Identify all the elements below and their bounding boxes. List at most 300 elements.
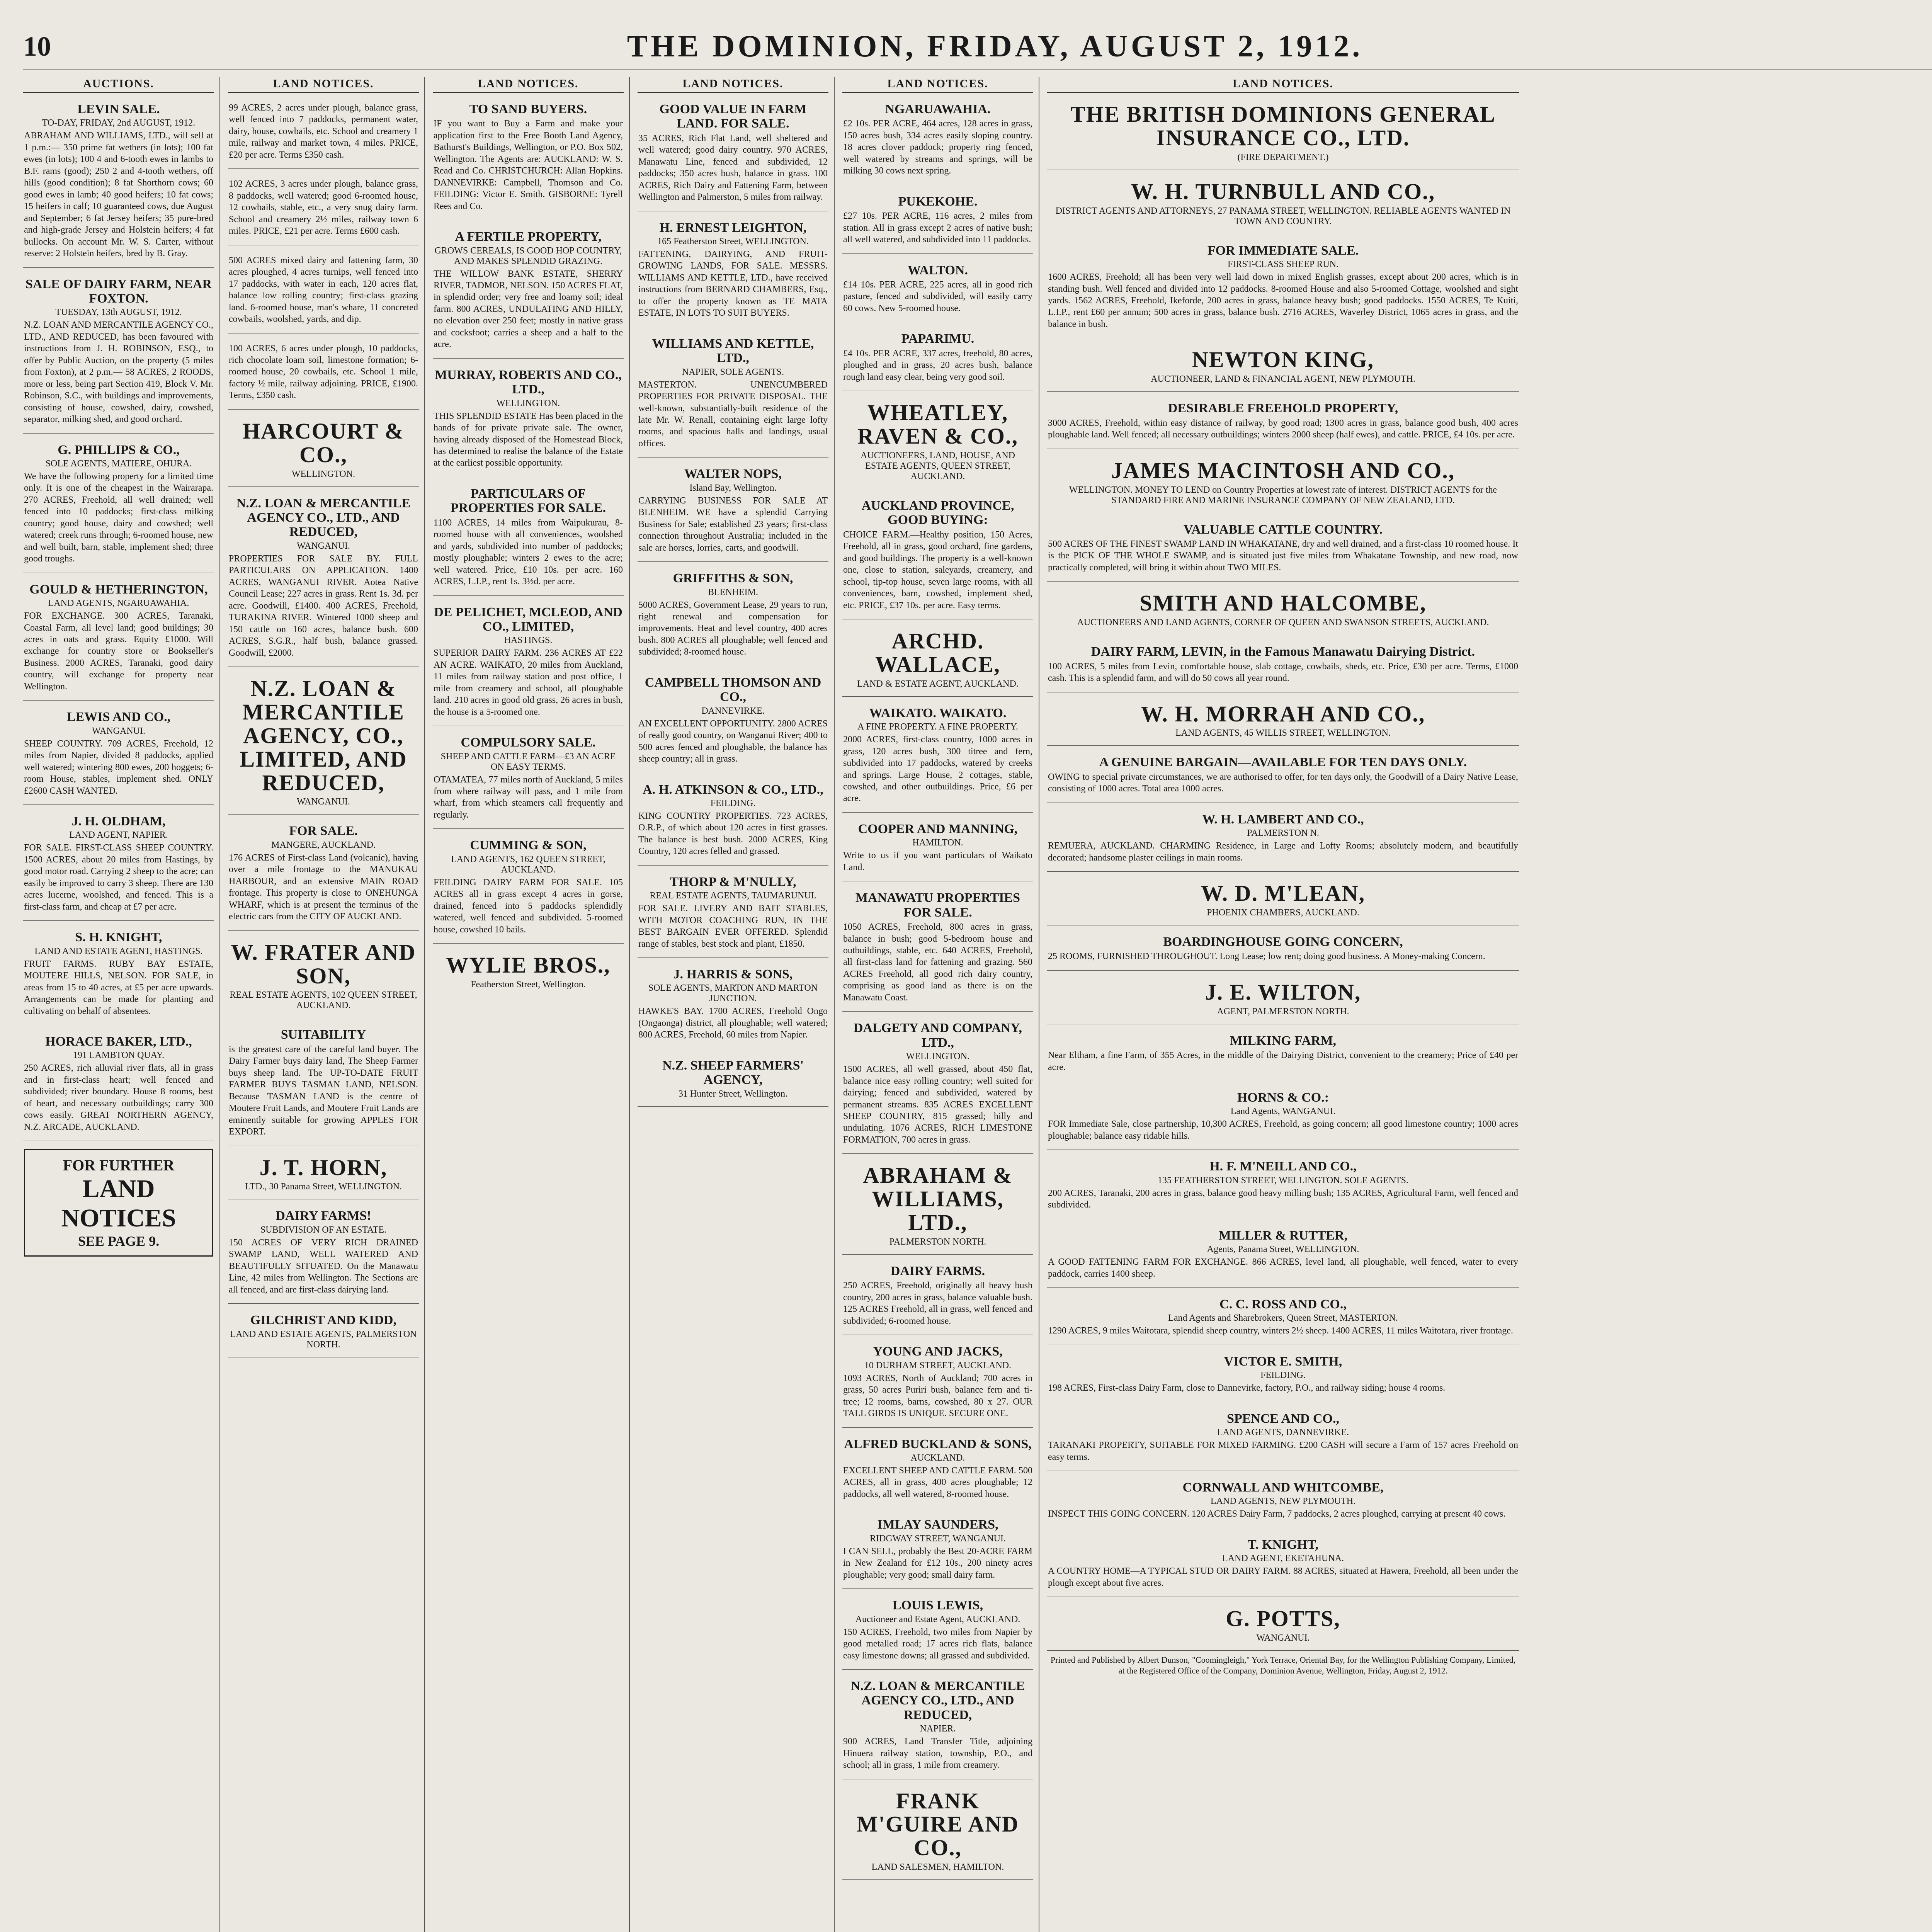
ad-heading: ABRAHAM & WILLIAMS, LTD., <box>863 1163 1013 1235</box>
page-number: 10 <box>23 31 51 62</box>
ad-subheading: 191 LAMBTON QUAY. <box>73 1050 165 1061</box>
column-header: LAND NOTICES. <box>228 77 419 93</box>
advertisement <box>1047 174 1519 234</box>
advertisement <box>433 97 624 220</box>
ad-subheading: Land Agents, WANGANUI. <box>1230 1106 1336 1117</box>
ad-heading: HORNS & CO.: <box>1237 1090 1329 1105</box>
ad-heading: COOPER AND MANNING, <box>858 821 1018 836</box>
ad-subheading: WANGANUI. <box>1256 1633 1310 1643</box>
ad-body: 500 ACRES OF THE FINEST SWAMP LAND IN WHAKATANE, dry and well drained, and a first-class 10 roomed house. It is the PICK OF THE WHOLE SWAMP, and is situated just five miles from Whakatane Township, and new road, now practically completed, will bring it within about TWO MILES. <box>1048 539 1518 573</box>
ad-body: 900 ACRES, Land Transfer Title, adjoining Hinuera railway station, township, P.O., and school; all in grass, 1 mile from creamery. <box>843 1736 1032 1770</box>
ad-heading: LEWIS AND CO., <box>66 710 171 724</box>
ad-body: 250 ACRES, rich alluvial river flats, all in grass and in first-class heart; well fenced and subdivided; river boundary. House 8 rooms, best of heart, and necessary outbuildings; carry 300 cows easily. GREAT NORTHERN AGENCY, N.Z. ARCADE, AUCKLAND. <box>24 1063 213 1132</box>
ad-heading: W. H. LAMBERT AND CO., <box>1202 812 1364 827</box>
advertisement <box>638 777 828 866</box>
ad-body: 150 ACRES OF VERY RICH DRAINED SWAMP LAND, WELL WATERED AND BEAUTIFULLY SITUATED. On the Manawatu Line, 42 miles from Wellington. The Sections are all fenced, and are first-class dairying land. <box>229 1237 418 1295</box>
advertisement <box>1047 975 1519 1024</box>
ad-subheading: LAND AND ESTATE AGENT, HASTINGS. <box>34 946 203 956</box>
ad-subheading: LAND AGENTS, 45 WILLIS STREET, WELLINGTON. <box>1175 728 1391 738</box>
ad-subheading: Featherston Street, Wellington. <box>471 980 586 990</box>
ad-subheading: WANGANUI. <box>297 541 350 551</box>
box-line: SEE PAGE 9. <box>78 1233 160 1249</box>
advertisement <box>228 818 419 930</box>
ad-heading: PUKEKOHE. <box>898 194 978 209</box>
advertisement <box>842 885 1033 1012</box>
advertisement <box>842 1783 1033 1880</box>
column-header: LAND NOTICES. <box>842 77 1033 93</box>
ad-subheading: Land Agents and Sharebrokers, Queen Street, MASTERTON. <box>1168 1313 1398 1323</box>
column-header: LAND NOTICES. <box>638 77 828 93</box>
ad-heading: LEVIN SALE. <box>77 102 160 116</box>
ad-subheading: DISTRICT AGENTS AND ATTORNEYS, 27 PANAMA STREET, WELLINGTON. RELIABLE AGENTS WANTED IN TOWN AND COUNTRY. <box>1055 206 1511 226</box>
ad-heading: CORNWALL AND WHITCOMBE, <box>1182 1480 1384 1495</box>
advertisement <box>433 600 624 726</box>
advertisement <box>1047 1601 1519 1651</box>
ad-subheading: WANGANUI. <box>92 726 145 736</box>
advertisement <box>1047 696 1519 746</box>
advertisement <box>228 249 419 333</box>
advertisement <box>638 670 828 773</box>
advertisement <box>638 962 828 1049</box>
ad-subheading: A FINE PROPERTY. A FINE PROPERTY. <box>857 722 1018 732</box>
advertisement <box>23 577 214 701</box>
ad-body: 1600 ACRES, Freehold; all has been very well laid down in mixed English grasses, except about 200 acres, which is in standing bush. Well fenced and divided into 12 paddocks. 8-roomed House and also 5-roomed Cottage, woolshed and sight yards. 1562 ACRES, Freehold, Ikeforde, 200 acres in grass, balance heavy bush; good paddocks. 1550 ACRES, Te Kuiti, L.I.P., rent £60 per annum; 500 acres in grass, balance bush. 2716 ACRES, Waverley District, 1065 acres in grass, and the balance in bush. <box>1048 272 1518 329</box>
advertisement <box>842 326 1033 391</box>
ad-subheading: LAND AGENTS, 162 QUEEN STREET, AUCKLAND. <box>451 854 605 875</box>
ad-body: THIS SPLENDID ESTATE Has been placed in the hands of for private private sale. The owner, having already disposed of the Homestead Block, has determined to realise the balance of the Estate at the earliest possible opportunity. <box>434 411 623 468</box>
advertisement <box>228 337 419 410</box>
ad-body: 3000 ACRES, Freehold, within easy distance of railway, by good road; 1300 acres in grass, balance good bush, 400 acres ploughable land. Well fenced; all necessary outbuildings; winters 2000 sheep (half ewes), and cattle. PRICE, £4 10s. per acre. <box>1048 418 1518 440</box>
ad-subheading: 165 Featherston Street, WELLINGTON. <box>657 236 809 247</box>
advertisement <box>842 1158 1033 1255</box>
advertisement <box>1047 929 1519 971</box>
box-line: LAND NOTICES <box>61 1175 176 1233</box>
ad-heading: DAIRY FARMS! <box>276 1209 371 1223</box>
ad-body: £14 10s. PER ACRE, 225 acres, all in good rich pasture, fenced and subdivided, will easily carry 60 cows. New 5-roomed house. <box>843 279 1032 313</box>
ad-subheading: AGENT, PALMERSTON NORTH. <box>1217 1006 1349 1017</box>
advertisement <box>433 362 624 477</box>
ad-body: 1500 ACRES, all well grassed, about 450 flat, balance nice easy rolling country; well suited for dairying; fenced and subdivided, watered by permanent streams. 835 ACRES EXCELLENT SHEEP COUNTRY, 815 grassed; hilly and undulating. 1076 ACRES, RICH LIMESTONE FORMATION, 700 acres in grass. <box>843 1064 1032 1145</box>
ad-subheading: SHEEP AND CATTLE FARM—£3 AN ACRE ON EASY TERMS. <box>440 751 616 772</box>
ad-subheading: LAND AND ESTATE AGENTS, PALMERSTON NORTH. <box>230 1329 417 1350</box>
advertisement <box>433 481 624 596</box>
ad-heading: MURRAY, ROBERTS AND CO., LTD., <box>435 367 622 397</box>
ad-body: 250 ACRES, Freehold, originally all heavy bush country, 200 acres in grass, balance valuable bush. 125 ACRES Freehold, all in grass, well fenced and subdivided; 6-roomed house. <box>843 1281 1032 1326</box>
ad-subheading: LAND SALESMEN, HAMILTON. <box>871 1862 1004 1872</box>
advertisement <box>433 947 624 997</box>
ad-body: 1093 ACRES, North of Auckland; 700 acres in grass, 50 acres Puriri bush, balance fern and ti-tree; 12 rooms, barns, cowshed, 80 x 27. OUR TALL GIRDS IS UNIQUE. SECURE ONE. <box>843 1373 1032 1419</box>
ad-subheading: Agents, Panama Street, WELLINGTON. <box>1207 1244 1359 1255</box>
advertisement <box>23 704 214 805</box>
advertisement <box>1047 1223 1519 1288</box>
advertisement <box>228 1308 419 1357</box>
ad-heading: GOOD VALUE IN FARM LAND. FOR SALE. <box>659 102 807 131</box>
ad-body: FEILDING DAIRY FARM FOR SALE. 105 ACRES all in grass except 4 acres in gorse, drained, fenced into 5 paddocks splendidly watered, well fenced and subdivided. 5-roomed house, cowshed 10 bails. <box>434 877 623 935</box>
advertisement <box>1047 453 1519 513</box>
ad-heading: G. PHILLIPS & CO., <box>58 442 180 457</box>
box-line: FOR FURTHER <box>63 1156 175 1174</box>
ad-heading: LOUIS LEWIS, <box>892 1598 983 1613</box>
advertisement <box>1047 807 1519 872</box>
ad-heading: THE BRITISH DOMINIONS GENERAL INSURANCE CO., LTD. <box>1070 102 1496 150</box>
column-3 <box>433 77 630 1932</box>
advertisement <box>842 1259 1033 1335</box>
advertisement <box>842 701 1033 813</box>
ad-heading: MILLER & RUTTER, <box>1218 1228 1348 1243</box>
ad-heading: BOARDINGHOUSE GOING CONCERN, <box>1163 934 1403 949</box>
ad-heading: G. POTTS, <box>1226 1606 1340 1631</box>
advertisement <box>638 97 828 211</box>
ad-body: 100 ACRES, 5 miles from Levin, comfortable house, slab cottage, cowbails, sheds, etc. Price, £30 per acre. Terms, £1000 cash. This is a splendid farm, and will do 50 cows all year round. <box>1048 661 1518 684</box>
advertisement <box>433 833 624 944</box>
ad-subheading: RIDGWAY STREET, WANGANUI. <box>870 1533 1006 1544</box>
ad-body: FOR SALE. FIRST-CLASS SHEEP COUNTRY. 1500 ACRES, about 20 miles from Hastings, by good motor road. Carrying 2 sheep to the acre; can easily be improved to carry 3 sheep. There are 130 acres lucerne, woolshed, and fenced. This is a first-class farm, and cheap at £7 per acre. <box>24 843 213 912</box>
ad-body: I CAN SELL, probably the Best 20-ACRE FARM in New Zealand for £12 10s., 200 ninety acres ploughable; very good; small dairy farm. <box>843 1546 1032 1580</box>
ad-heading: YOUNG AND JACKS, <box>873 1344 1003 1359</box>
advertisement <box>1047 1085 1519 1150</box>
advertisement <box>228 491 419 667</box>
ad-subheading: PHOENIX CHAMBERS, AUCKLAND. <box>1207 907 1359 918</box>
advertisement <box>1047 1154 1519 1219</box>
advertisement <box>842 1512 1033 1589</box>
ad-heading: DAIRY FARM, LEVIN, in the Famous Manawatu Dairying District. <box>1091 645 1475 659</box>
advertisement <box>228 1203 419 1304</box>
ad-body: 176 ACRES of First-class Land (volcanic), having over a mile frontage to the MANUKAU HARBOUR, and an extensive MAIN ROAD frontage. This property is close to ONEHUNGA WHARF, which is at present the terminus of the electric cars from the CITY OF AUCKLAND. <box>229 852 418 922</box>
advertisement <box>842 1015 1033 1154</box>
ad-heading: C. C. ROSS AND CO., <box>1219 1297 1347 1312</box>
ad-subheading: AUCKLAND. <box>910 1453 965 1463</box>
ad-body: 1100 ACRES, 14 miles from Waipukurau, 8-roomed house with all conveniences, woolshed and yards, subdivided into number of paddocks; mostly ploughable; winters 2 ewes to the acre; well watered. Price, £10 10s. per acre. 160 ACRES, L.I.P., rent 1s. 3½d. per acre. <box>434 517 623 587</box>
advertisement <box>228 1150 419 1200</box>
ad-heading: COMPULSORY SALE. <box>461 735 596 750</box>
ad-heading: SPENCE AND CO., <box>1227 1411 1339 1426</box>
ad-subheading: AUCTIONEERS, LAND, HOUSE, AND ESTATE AGENTS, QUEEN STREET, AUCKLAND. <box>861 450 1015 481</box>
ad-body: CARRYING BUSINESS FOR SALE AT BLENHEIM. WE have a splendid Carrying Business for Sale; established 23 years; first-class connection throughout Australia; included in the sale are horses, lorries, carts, and goodwill. <box>638 495 828 553</box>
ad-body: FRUIT FARMS. RUBY BAY ESTATE, MOUTERE HILLS, NELSON. FOR SALE, in areas from 15 to 40 acres, at £5 per acre upwards. Arrangements can be made for planting and cultivating on behalf of absentees. <box>24 959 213 1016</box>
ad-body: Near Eltham, a fine Farm, of 355 Acres, in the middle of the Dairying District, convenient to the creamery; Price of £40 per acre. <box>1048 1050 1518 1072</box>
ad-subheading: WELLINGTON. <box>496 398 560 408</box>
ad-body: £27 10s. PER ACRE, 116 acres, 2 miles from station. All in grass except 2 acres of native bush; all well watered, and subdivided into 11 paddocks. <box>843 211 1032 245</box>
ad-body: HAWKE'S BAY. 1700 ACRES, Freehold Ongo (Ongaonga) district, all ploughable; well watered; 800 ACRES, Freehold, 60 miles from Napier. <box>638 1006 828 1040</box>
ad-heading: J. HARRIS & SONS, <box>673 967 793 982</box>
advertisement <box>638 1053 828 1107</box>
ad-body: 99 ACRES, 2 acres under plough, balance grass, well fenced into 7 paddocks, permanent water, dairy, house, cowbails, etc. School and creamery 1 mile, railway and market town, 4 miles. PRICE, £20 per acre. Terms £350 cash. <box>229 103 418 160</box>
ad-heading: DALGETY AND COMPANY, LTD., <box>853 1021 1022 1050</box>
ad-heading: J. H. OLDHAM, <box>71 814 166 829</box>
ad-heading: TO SAND BUYERS. <box>469 102 587 116</box>
ad-subheading: NAPIER. <box>920 1724 956 1734</box>
advertisement <box>1047 1028 1519 1081</box>
ad-subheading: WELLINGTON. <box>906 1051 970 1062</box>
ad-body: REMUERA, AUCKLAND. CHARMING Residence, in Large and Lofty Rooms; absolutely modern, and beautifully decorated; handsome plaster ceilings in main rooms. <box>1048 841 1518 863</box>
ad-body: OWING to special private circumstances, we are authorised to offer, for ten days only, the Goodwill of a Dairy Native Lease, consisting of 1000 acres. Total area 1000 acres. <box>1048 772 1518 794</box>
ad-subheading: HASTINGS. <box>504 635 553 646</box>
column-5 <box>842 77 1039 1932</box>
ad-subheading: LAND AGENT, NAPIER. <box>69 830 168 840</box>
ad-body: £2 10s. PER ACRE, 464 acres, 128 acres in grass, 150 acres bush, 334 acres easily sloping country. 18 acres clover paddock; property ring fenced, well watered by streams and springs, will be milking 30 cows next spring. <box>843 119 1032 176</box>
ad-subheading: Auctioneer and Estate Agent, AUCKLAND. <box>855 1614 1020 1624</box>
ad-heading: SUITABILITY <box>281 1027 366 1042</box>
ad-body: AN EXCELLENT OPPORTUNITY. 2800 ACRES of really good country, on Wanganui River; 400 to 500 acres fenced and ploughable, the balance has sheep country; all in grass. <box>638 718 828 764</box>
ad-body: TARANAKI PROPERTY, SUITABLE FOR MIXED FARMING. £200 CASH will secure a Farm of 157 acres Freehold on easy terms. <box>1048 1440 1518 1462</box>
ad-heading: WALTER NOPS, <box>684 467 782 481</box>
ad-heading: W. D. M'LEAN, <box>1201 881 1366 906</box>
ad-subheading: PALMERSTON NORTH. <box>889 1237 986 1247</box>
advertisement <box>1047 342 1519 392</box>
advertisement <box>1047 396 1519 449</box>
ad-body: CHOICE FARM.—Healthy position, 150 Acres, Freehold, all in grass, good orchard, fine gardens, and good buildings. The property is a well-known one, close to station, saleyards, creamery, and school, tip-top house, seven large rooms, with all conveniences, barn, cowshed, implement shed, etc. PRICE, £37 10s. per acre. Easy terms. <box>843 529 1032 611</box>
ad-body: PROPERTIES FOR SALE BY. FULL PARTICULARS ON APPLICATION. 1400 ACRES, WANGANUI RIVER. Aotea Native Council Lease; 227 acres in grass. Rent 1s. 3d. per acre. Goodwill, £1400. 400 ACRES, Freehold, TURAKINA RIVER. Wintered 1000 sheep and 150 cattle on 160 acres, balance bush. 600 ACRES, S.G.R., half bush, balance grassed. Goodwill, £2000. <box>229 553 418 658</box>
ad-heading: PARTICULARS OF PROPERTIES FOR SALE. <box>450 486 606 515</box>
advertisement <box>433 224 624 359</box>
ad-body: N.Z. LOAN AND MERCANTILE AGENCY CO., LTD., AND REDUCED, has been favoured with instructions from J. H. ROBINSON, ESQ., to offer by Public Auction, on the property (5 miles from Foxton), at 2 p.m.— 58 ACRES, 2 ROODS, more or less, being part Section 419, Block V. Mr. Robinson, S.C., with buildings and improvements, consisting of house, cowshed, dairy, cowshed, separator, milking shed, and good orchard. <box>24 320 213 425</box>
masthead <box>23 23 1932 71</box>
ad-heading: N.Z. LOAN & MERCANTILE AGENCY CO., LTD., AND REDUCED, <box>850 1679 1025 1722</box>
advertisement <box>638 461 828 562</box>
ad-heading: WILLIAMS AND KETTLE, LTD., <box>652 336 814 366</box>
column-header: LAND NOTICES. <box>433 77 624 93</box>
ad-body: 500 ACRES mixed dairy and fattening farm, 30 acres ploughed, 4 acres turnips, well fenced into 17 paddocks, with water in each, 120 acres flat, balance low rolling country; first-class grazing land. 6-roomed house, man's whare, 11 concreted cowbails, woolshed, yards, and dip. <box>229 255 418 325</box>
advertisement <box>1047 517 1519 582</box>
ad-subheading: 31 Hunter Street, Wellington. <box>678 1088 788 1099</box>
ad-subheading: PALMERSTON N. <box>1247 828 1319 838</box>
ad-body: 1290 ACRES, 9 miles Waitotara, splendid sheep country, winters 2½ sheep. 1400 ACRES, 11 miles Waitotara, river frontage. <box>1048 1326 1513 1336</box>
advertisement <box>23 809 214 921</box>
column-4 <box>638 77 835 1932</box>
ad-body: ABRAHAM AND WILLIAMS, LTD., will sell at 1 p.m.:— 350 prime fat wethers (in lots); 100 fat ewes (in lots); 100 4 and 6-tooth ewes in lambs to B.F. rams (good); 250 2 and 4-tooth wethers, off hills (good condition); 8 fat Shorthorn cows; 60 good ewes in lamb; 40 good heifers; 10 fat cows; 15 heifers in calf; 10 guaranteed cows, due August and September; 6 fat Jersey heifers; 35 pure-bred and high-grade Jersey and Holstein heifers; 4 fat bullocks. On account Mr. W. S. Carter, without reserve: 2 Holstein heifers, bred by B. Gray. <box>24 131 213 259</box>
advertisement <box>1047 1349 1519 1402</box>
ad-heading: WAIKATO. WAIKATO. <box>869 706 1007 720</box>
ad-subheading: BLENHEIM. <box>708 587 758 597</box>
advertisement <box>638 566 828 666</box>
ad-subheading: GROWS CEREALS, IS GOOD HOP COUNTRY, AND MAKES SPLENDID GRAZING. <box>434 245 622 266</box>
advertisement <box>228 97 419 169</box>
advertisement <box>638 215 828 327</box>
ad-heading: WALTON. <box>908 263 968 277</box>
ad-subheading: DANNEVIRKE. <box>701 706 765 716</box>
ad-subheading: WELLINGTON. <box>291 469 355 479</box>
ad-heading: FRANK M'GUIRE AND CO., <box>857 1788 1019 1861</box>
ad-heading: W. H. MORRAH AND CO., <box>1141 701 1425 726</box>
ad-heading: AUCKLAND PROVINCE, GOOD BUYING: <box>861 498 1014 527</box>
ad-body: A COUNTRY HOME—A TYPICAL STUD OR DAIRY FARM. 88 ACRES, situated at Hawera, Freehold, all been under the plough except about five acres. <box>1048 1566 1518 1588</box>
advertisement <box>638 331 828 458</box>
column-2 <box>228 77 425 1932</box>
further-notices-box <box>24 1149 213 1257</box>
ad-body: 198 ACRES, First-class Dairy Farm, close to Dannevirke, factory, P.O., and railway siding; house 4 rooms. <box>1048 1383 1446 1393</box>
ad-subheading: TO-DAY, FRIDAY, 2nd AUGUST, 1912. <box>42 118 196 128</box>
advertisement <box>23 437 214 573</box>
ad-heading: GOULD & HETHERINGTON, <box>29 582 208 597</box>
advertisement <box>23 272 214 434</box>
ad-heading: VICTOR E. SMITH, <box>1224 1354 1342 1369</box>
ad-body: MASTERTON. UNENCUMBERED PROPERTIES FOR PRIVATE DISPOSAL. THE well-known, substantially-built residence of the late Mr. W. Renall, containing eight large lofty rooms, and spacious halls and landings, usual offices. <box>638 379 828 449</box>
ad-heading: WHEATLEY, RAVEN & CO., <box>857 400 1019 449</box>
ad-heading: HARCOURT & CO., <box>242 418 405 467</box>
ad-heading: S. H. KNIGHT, <box>75 930 162 945</box>
ad-subheading: WELLINGTON. MONEY TO LEND on Country Properties at lowest rate of interest. DISTRICT AGENTS for the STANDARD FIRE AND MARINE INSURANCE COMPANY OF NEW ZEALAND, LTD. <box>1069 485 1497 505</box>
ad-subheading: TUESDAY, 13th AUGUST, 1912. <box>55 307 182 318</box>
ad-heading: WYLIE BROS., <box>446 952 611 978</box>
ad-heading: NEWTON KING, <box>1192 347 1374 372</box>
advertisement <box>433 730 624 829</box>
ad-body: is the greatest care of the careful land buyer. The Dairy Farmer buys dairy land, The Sheep Farmer buys sheep land. The UP-TO-DATE FRUIT FARMER BUYS TASMAN LAND, NELSON. Because TASMAN LAND is the centre of Moutere Fruit Lands, and Moutere Fruit Lands are eminently suitable for growing APPLES FOR EXPORT. <box>229 1044 418 1137</box>
ad-subheading: AUCTIONEER, LAND & FINANCIAL AGENT, NEW PLYMOUTH. <box>1151 374 1415 384</box>
ad-body: 200 ACRES, Taranaki, 200 acres in grass, balance good heavy milling bush; 135 ACRES, Agricultural Farm, well fenced and subdivided. <box>1048 1188 1518 1210</box>
advertisement <box>1047 1475 1519 1528</box>
ad-body: SHEEP COUNTRY. 709 ACRES, Freehold, 12 miles from Napier, divided 8 paddocks, applied well watered; wintering 800 ewes, 200 hoggets; 6-room House, stables, implement shed. ONLY £2600 CASH WANTED. <box>24 738 213 796</box>
ad-subheading: AUCTIONEERS AND LAND AGENTS, CORNER OF QUEEN AND SWANSON STREETS, AUCKLAND. <box>1077 617 1489 628</box>
ad-heading: IMLAY SAUNDERS, <box>877 1517 998 1532</box>
ad-subheading: MANGERE, AUCKLAND. <box>271 840 376 850</box>
ad-heading: ARCHD. WALLACE, <box>875 628 1000 677</box>
masthead-title: THE DOMINION, FRIDAY, AUGUST 2, 1912. <box>627 29 1363 63</box>
ad-subheading: LAND AGENTS, DANNEVIRKE. <box>1217 1427 1349 1438</box>
ad-subheading: REAL ESTATE AGENTS, 102 QUEEN STREET, AUCKLAND. <box>230 990 417 1011</box>
ad-heading: DESIRABLE FREEHOLD PROPERTY, <box>1168 401 1398 416</box>
advertisement <box>1047 876 1519 925</box>
ad-subheading: LAND & ESTATE AGENT, AUCKLAND. <box>857 679 1019 689</box>
columns-grid <box>23 77 1932 1932</box>
ad-body: 35 ACRES, Rich Flat Land, well sheltered and well watered; good dairy country. 970 ACRES, Manawatu Line, fenced and subdivided, 12 paddocks; 350 acres bush, balance in grass. 100 ACRES, Rich Dairy and Fattening Farm, between Wellington and Palmerston, 5 miles from railway. <box>638 133 828 202</box>
ad-body: KING COUNTRY PROPERTIES. 723 ACRES, O.R.P., of which about 120 acres in first grasses. The balance is best bush. 2000 ACRES, King Country, 120 acres felled and grassed. <box>638 811 828 857</box>
ad-body: INSPECT THIS GOING CONCERN. 120 ACRES Dairy Farm, 7 paddocks, 2 acres ploughed, carrying at present 40 cows. <box>1048 1509 1506 1519</box>
advertisement <box>228 413 419 487</box>
ad-body: 1050 ACRES, Freehold, 800 acres in grass, balance in bush; good 5-bedroom house and outbuildings, stable, etc. 640 ACRES, Freehold, all first-class land for fattening and grazing. 560 ACRES Freehold, all good rich dairy country, comprising as good land as there is on the Manawatu Coast. <box>843 922 1032 1003</box>
ad-subheading: Island Bay, Wellington. <box>689 483 777 493</box>
ad-heading: FOR SALE. <box>289 824 358 838</box>
advertisement <box>228 671 419 815</box>
advertisement <box>842 1432 1033 1509</box>
ad-heading: ALFRED BUCKLAND & SONS, <box>844 1437 1032 1451</box>
ad-body: We have the following property for a limited time only. It is one of the cheapest in the Wairarapa. 270 ACRES, Freehold, all well drained; well fenced into 10 paddocks; first-class milking country; good house, dairy and cowshed; well watered; creek runs through; 6-roomed house, new and well built, barn, stable, implement shed; three good troughs. <box>24 471 213 564</box>
ad-subheading: SOLE AGENTS, MARTON AND MARTON JUNCTION. <box>648 983 818 1004</box>
advertisement <box>842 258 1033 323</box>
ad-subheading: SOLE AGENTS, MATIERE, OHURA. <box>45 458 192 469</box>
ad-heading: MANAWATU PROPERTIES FOR SALE. <box>855 891 1020 920</box>
ad-heading: N.Z. LOAN & MERCANTILE AGENCY CO., LTD., AND REDUCED, <box>236 496 411 539</box>
ad-heading: J. T. HORN, <box>259 1155 388 1180</box>
ad-heading: MILKING FARM, <box>1230 1033 1337 1048</box>
ad-heading: CAMPBELL THOMSON AND CO., <box>645 675 821 704</box>
advertisement <box>1047 1532 1519 1597</box>
ad-body: FOR Immediate Sale, close partnership, 10,300 ACRES, Freehold, as going concern; all good limestone country; 1000 acres ploughable; balance easy ridable hills. <box>1048 1119 1518 1141</box>
advertisement <box>1047 639 1519 692</box>
advertisement <box>842 97 1033 185</box>
ad-body: 2000 ACRES, first-class country, 1000 acres in grass, 120 acres bush, 300 titree and fern, subdivided into 17 paddocks, watered by creeks and springs. Large House, 2 cottages, stable, cowshed, and other outbuildings. Price, £6 per acre. <box>843 735 1032 804</box>
advertisement <box>228 935 419 1019</box>
advertisement <box>1047 1292 1519 1345</box>
ad-body: 5000 ACRES, Government Lease, 29 years to run, right renewal and compensation for improvements. Heat and level country, 400 acres bush. 800 ACRES all ploughable; well fenced and subdivided; 8-roomed house. <box>638 600 828 657</box>
advertisement <box>228 173 419 245</box>
ad-body: FOR SALE. LIVERY AND BAIT STABLES, WITH MOTOR COACHING RUN, IN THE BEST BARGAIN EVER OFFERED. Splendid range of stables, best stock and plant, £1850. <box>638 903 828 949</box>
ad-heading: DAIRY FARMS. <box>890 1264 985 1279</box>
ad-body: EXCELLENT SHEEP AND CATTLE FARM. 500 ACRES, all in grass, 400 acres ploughable; 12 paddocks, all well watered, 8-roomed house. <box>843 1466 1032 1499</box>
ad-subheading: REAL ESTATE AGENTS, TAUMARUNUI. <box>650 891 816 901</box>
ad-subheading: LAND AGENTS, NEW PLYMOUTH. <box>1210 1496 1356 1507</box>
advertisement <box>842 816 1033 881</box>
ad-heading: HORACE BAKER, LTD., <box>45 1034 192 1049</box>
advertisement <box>23 925 214 1025</box>
advertisement <box>842 623 1033 697</box>
ad-heading: VALUABLE CATTLE COUNTRY. <box>1184 522 1383 537</box>
ad-body: 102 ACRES, 3 acres under plough, balance grass, 8 paddocks, well watered; good 6-roomed house, 12 cowbails, stable, etc., a very snug dairy farm. School and creamery 2½ miles, railway town 6 miles. PRICE, £21 per acre. Terms £600 cash. <box>229 179 418 236</box>
ad-heading: GRIFFITHS & SON, <box>673 571 793 586</box>
column-1 <box>23 77 220 1932</box>
advertisement <box>228 1022 419 1146</box>
imprint-footer: Printed and Published by Albert Dunson, "Coomingleigh," York Terrace, Oriental Bay, for the Wellington Publishing Company, Limited, at the Registered Office of the Company, Dominion Avenue, Wellington, Friday, August 2, 1912. <box>1050 1655 1516 1675</box>
ad-body: FOR EXCHANGE. 300 ACRES, Taranaki, Coastal Farm, all level land; good buildings; 30 acres in oats and grass. Equity £1000. Will exchange for country store or Bookseller's Business. 2000 ACRES, Taranaki, good dairy country, will exchange for property near Wellington. <box>24 611 213 692</box>
advertisement <box>842 493 1033 619</box>
column-header: LAND NOTICES. <box>1047 77 1519 93</box>
ad-heading: A. H. ATKINSON & CO., LTD., <box>643 782 823 797</box>
ad-subheading: HAMILTON. <box>912 838 963 848</box>
ad-subheading: 135 FEATHERSTON STREET, WELLINGTON. SOLE AGENTS. <box>1158 1175 1408 1185</box>
ad-body: SUPERIOR DAIRY FARM. 236 ACRES AT £22 AN ACRE. WAIKATO, 20 miles from Auckland, 11 miles from railway station and post office, 1 mile from creamery and school, all ploughable land. 210 acres in good old grass, 26 acres in bush, the house is a 5-roomed one. <box>434 648 623 717</box>
ad-subheading: FIRST-CLASS SHEEP RUN. <box>1228 259 1338 270</box>
ad-body: £4 10s. PER ACRE, 337 acres, freehold, 80 acres, ploughed and in grass, 20 acres bush, balance rough land easy clear, being very good soil. <box>843 348 1032 382</box>
ad-heading: J. E. WILTON, <box>1205 979 1361 1005</box>
ad-subheading: WANGANUI. <box>297 797 350 807</box>
advertisement <box>638 869 828 958</box>
ad-heading: CUMMING & SON, <box>470 838 587 853</box>
advertisement <box>842 1593 1033 1670</box>
ad-heading: H. F. M'NEILL AND CO., <box>1209 1159 1357 1174</box>
ad-subheading: LTD., 30 Panama Street, WELLINGTON. <box>245 1182 402 1192</box>
advertisement <box>842 1673 1033 1779</box>
ad-heading: H. ERNEST LEIGHTON, <box>659 220 807 235</box>
ad-subheading: 10 DURHAM STREET, AUCKLAND. <box>864 1360 1012 1371</box>
ad-body: 150 ACRES, Freehold, two miles from Napier by good metalled road; 17 acres rich flats, balance easy limestone downs; all grassed and subdivided. <box>843 1627 1032 1661</box>
ad-heading: PAPARIMU. <box>901 332 975 346</box>
ad-heading: NGARUAWAHIA. <box>885 102 991 116</box>
ad-subheading: FEILDING. <box>1260 1370 1306 1381</box>
ad-subheading: LAND AGENT, EKETAHUNA. <box>1222 1553 1344 1564</box>
ad-body: FATTENING, DAIRYING, AND FRUIT-GROWING LANDS, FOR SALE. MESSRS. WILLIAMS AND KETTLE, LTD., have received instructions from BERNARD CHAMBERS, Esq., to offer the property known as TE MATA ESTATE, IN LOTS TO SUIT BUYERS. <box>638 249 828 318</box>
advertisement <box>842 395 1033 489</box>
ad-body: Write to us if you want particulars of Waikato Land. <box>843 850 1032 872</box>
advertisement <box>842 1339 1033 1427</box>
ad-body: IF you want to Buy a Farm and make your application first to the Free Booth Land Agency, Bathurst's Buildings, Wellington, or P.O. Box 502, Wellington. The Agents are: AUCKLAND: W. S. Read and Co. CHRISTCHURCH: Allan Hopkins. DANNEVIRKE: Campbell, Thomson and Co. FEILDING: Victor E. Smith. GISBORNE: Tyrell Rees and Co. <box>434 119 623 211</box>
ad-heading: SALE OF DAIRY FARM, NEAR FOXTON. <box>25 277 212 306</box>
ad-subheading: FEILDING. <box>710 798 756 808</box>
ad-heading: JAMES MACINTOSH AND CO., <box>1111 457 1455 483</box>
ad-heading: N.Z. SHEEP FARMERS' AGENCY, <box>662 1058 804 1087</box>
advertisement <box>1047 1406 1519 1471</box>
ad-heading: A FERTILE PROPERTY, <box>455 230 602 244</box>
ad-subheading: NAPIER, SOLE AGENTS. <box>682 367 784 377</box>
ad-subheading: LAND AGENTS, NGARUAWAHIA. <box>48 598 189 609</box>
advertisement <box>842 189 1033 254</box>
ad-heading: GILCHRIST AND KIDD, <box>250 1313 397 1328</box>
column-6 <box>1047 77 1524 1932</box>
ad-body: OTAMATEA, 77 miles north of Auckland, 5 miles from where railway will pass, and 1 mile from wharf, from which steamers call frequently and regularly. <box>434 774 623 820</box>
ad-heading: FOR IMMEDIATE SALE. <box>1207 243 1359 258</box>
ad-heading: W. H. TURNBULL AND CO., <box>1131 179 1435 204</box>
advertisement <box>1047 585 1519 635</box>
ad-heading: A GENUINE BARGAIN—AVAILABLE FOR TEN DAYS ONLY. <box>1099 755 1467 770</box>
ad-subheading: (FIRE DEPARTMENT.) <box>1237 152 1329 162</box>
ad-body: A GOOD FATTENING FARM FOR EXCHANGE. 866 ACRES, level land, all ploughable, well fenced, water to every paddock, carries 1400 sheep. <box>1048 1257 1518 1279</box>
ad-heading: SMITH AND HALCOMBE, <box>1139 590 1427 616</box>
advertisement <box>1047 97 1519 170</box>
ad-heading: T. KNIGHT, <box>1248 1537 1318 1552</box>
ad-heading: DE PELICHET, MCLEOD, AND CO., LIMITED, <box>434 605 622 634</box>
ad-body: 25 ROOMS, FURNISHED THROUGHOUT. Long Lease; low rent; doing good business. A Money-making Concern. <box>1048 951 1485 962</box>
advertisement <box>23 1029 214 1141</box>
column-header: AUCTIONS. <box>23 77 214 93</box>
advertisement <box>23 97 214 268</box>
